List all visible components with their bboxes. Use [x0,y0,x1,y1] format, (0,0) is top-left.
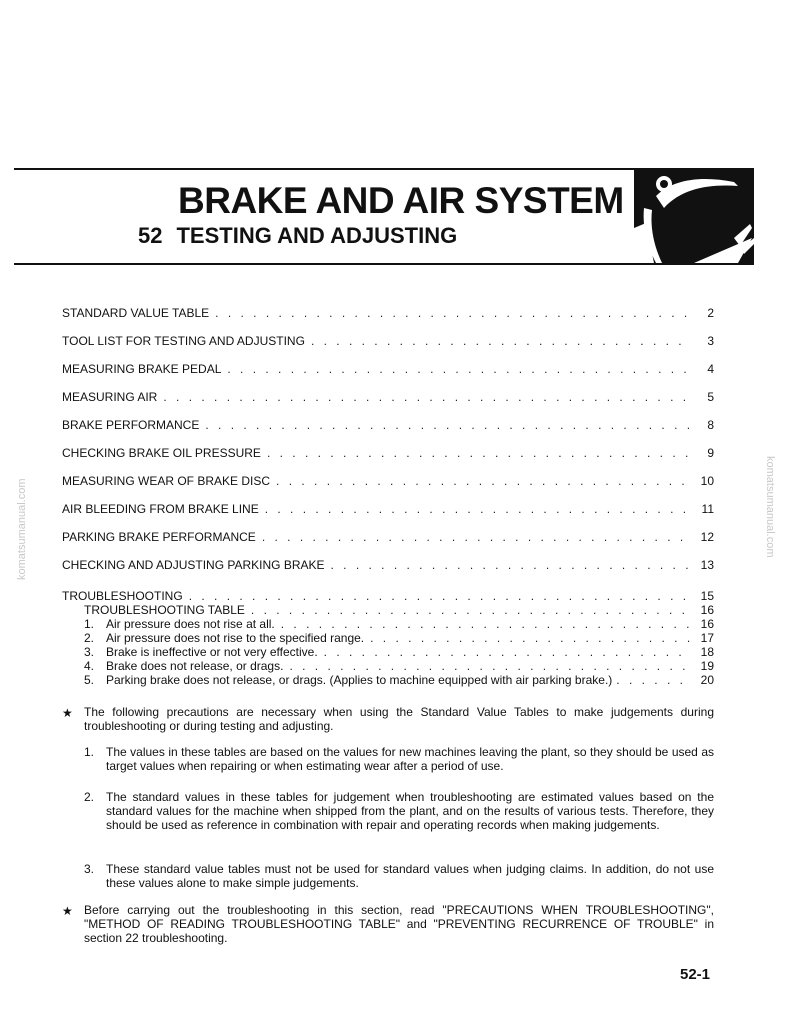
toc-item: CHECKING BRAKE OIL PRESSURE . . . 9 [62,446,714,460]
toc-item: AIR BLEEDING FROM BRAKE LINE . . . 11 [62,502,714,516]
toc-subitem: TROUBLESHOOTING TABLE . . . 16 [62,603,714,617]
watermark-left: komatsumanual.com [16,478,28,580]
troubleshooting-contents [62,589,714,687]
section-title: TESTING AND ADJUSTING [176,223,458,248]
toc-subitem: 3. Brake is ineffective or not very effective. . . . 18 [62,645,714,659]
toc-item: MEASURING WEAR OF BRAKE DISC . . . 10 [62,474,714,488]
star-bullet: ★ [62,904,73,918]
toc-item: TOOL LIST FOR TESTING AND ADJUSTING . . . 3 [62,334,714,348]
toc-item: STANDARD VALUE TABLE . . . 2 [62,306,714,320]
toc-item: CHECKING AND ADJUSTING PARKING BRAKE . . . 13 [62,558,714,572]
toc-subitem: 1. Air pressure does not rise at all. . . . 16 [62,617,714,631]
header-rule-bottom [14,263,754,265]
toc-item: BRAKE PERFORMANCE . . . 8 [62,418,714,432]
toc-subitem: 5. Parking brake does not release, or drags. (Applies to machine equipped with air parking brake.) . . . 20 [62,673,714,687]
toc-item: TROUBLESHOOTING . . . 15 [62,589,714,603]
note-troubleshooting: Before carrying out the troubleshooting in this section, read "PRECAUTIONS WHEN TROUBLESHOOTING", "METHOD OF READING TROUBLESHOOTING TABLE" and "PREVENTING RECURRENCE OF TROUBLE" in section 22 troubleshooting. [84,903,714,945]
table-of-contents [62,306,714,586]
note-item-2: 2. The standard values in these tables for judgement when troubleshooting are estimated values based on the standard values for the machine when shipped from the plant, and on the results of various tests. Therefore, they should be used as reference in combination with repair and operating records when making judgements. [84,790,714,832]
note-item-1: 1. The values in these tables are based on the values for new machines leaving the plant, so they should be used as target values when repairing or when estimating wear after a period of use. [84,745,714,773]
note-precautions: The following precautions are necessary when using the Standard Value Tables to make judgements during troubleshooting or during testing and adjusting. [84,705,714,733]
toc-subitem: 4. Brake does not release, or drags. . . . 19 [62,659,714,673]
star-bullet: ★ [62,706,73,720]
toc-item: MEASURING BRAKE PEDAL . . . 4 [62,362,714,376]
page-title: BRAKE AND AIR SYSTEM [178,180,624,221]
section-number: 52 [138,223,163,248]
section-heading [138,223,457,249]
toc-item: PARKING BRAKE PERFORMANCE . . . 12 [62,530,714,544]
note-item-3: 3. These standard value tables must not be used for standard values when judging claims. In addition, do not use these values alone to make simple judgements. [84,862,714,890]
toc-item: MEASURING AIR . . . 5 [62,390,714,404]
page-number: 52-1 [680,966,711,983]
brake-emblem-icon [634,168,754,263]
toc-subitem: 2. Air pressure does not rise to the specified range. . . . 17 [62,631,714,645]
watermark-right: komatsumanual.com [764,456,776,558]
